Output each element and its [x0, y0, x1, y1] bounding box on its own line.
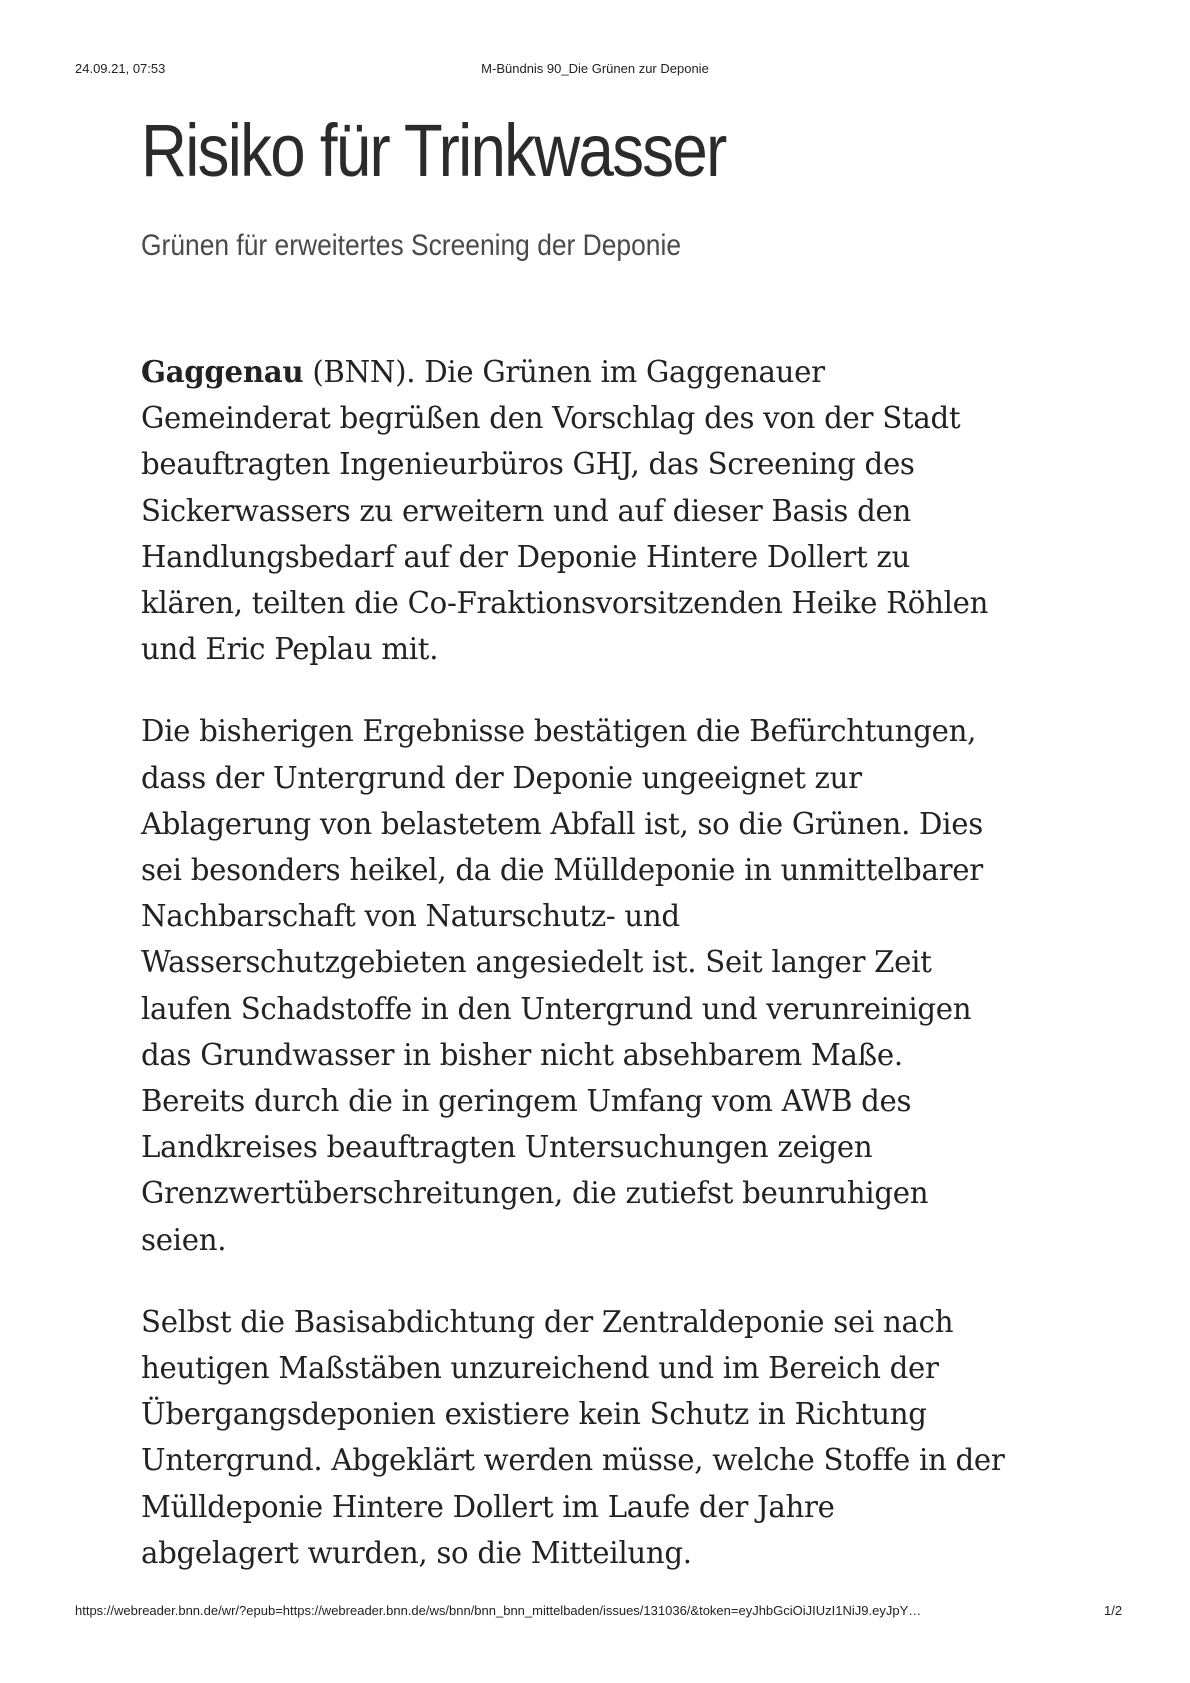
print-header: [0, 61, 1190, 79]
print-date: 24.09.21, 07:53: [75, 61, 166, 76]
article: [141, 96, 1081, 1613]
article-subheadline: Grünen für erweitertes Screening der Deponie: [141, 229, 682, 262]
paragraph-line: Untergrund. Abgeklärt werden müsse, welche Stoffe in der: [141, 1443, 1005, 1479]
article-paragraph-2: [141, 709, 1081, 1263]
paragraph-line: Grenzwertüberschreitungen, die zutiefst beunruhigen: [141, 1176, 929, 1212]
paragraph-line: Handlungsbedarf auf der Deponie Hintere Dollert zu: [141, 539, 911, 575]
paragraph-line: Bereits durch die in geringem Umfang vom AWB des: [141, 1084, 912, 1120]
paragraph-line: Nachbarschaft von Naturschutz- und: [141, 899, 680, 935]
paragraph-line: Mülldeponie Hintere Dollert im Laufe der Jahre: [141, 1489, 835, 1525]
paragraph-line: und Eric Peplau mit.: [141, 632, 439, 668]
paragraph-line: heutigen Maßstäben unzureichend und im Bereich der: [141, 1351, 939, 1387]
paragraph-line: Sickerwassers zu erweitern und auf dieser Basis den: [141, 493, 912, 529]
article-paragraph-3: [141, 1300, 1081, 1577]
article-paragraph-1: [141, 350, 1081, 673]
paragraph-line: Gemeinderat begrüßen den Vorschlag des von der Stadt: [141, 401, 961, 437]
paragraph-line: abgelagert wurden, so die Mitteilung.: [141, 1535, 692, 1571]
paragraph-line: das Grundwasser in bisher nicht absehbarem Maße.: [141, 1037, 903, 1073]
print-footer: [0, 1603, 1190, 1621]
paragraph-line: dass der Untergrund der Deponie ungeeignet zur: [141, 760, 862, 796]
paragraph-line: Ablagerung von belastetem Abfall ist, so die Grünen. Dies: [141, 806, 983, 842]
paragraph-line: beauftragten Ingenieurbüros GHJ, das Screening des: [141, 447, 915, 483]
source-url: https://webreader.bnn.de/wr/?epub=https://webreader.bnn.de/ws/bnn/bnn_bnn_mittelbaden/issues/131036/&token=eyJhbGciOiJIUzI1NiJ9.eyJpY…: [75, 1603, 922, 1618]
paragraph-line: Selbst die Basisabdichtung der Zentraldeponie sei nach: [141, 1304, 954, 1340]
paragraph-line: klären, teilten die Co-Fraktionsvorsitzenden Heike Röhlen: [141, 586, 989, 622]
article-headline: Risiko für Trinkwasser: [141, 109, 726, 192]
paragraph-line: Wasserschutzgebieten angesiedelt ist. Seit langer Zeit: [141, 945, 932, 981]
paragraph-line: laufen Schadstoffe in den Untergrund und verunreinigen: [141, 991, 972, 1027]
paragraph-line: Übergangsdeponien existiere kein Schutz in Richtung: [141, 1397, 927, 1433]
paragraph-line: sei besonders heikel, da die Mülldeponie in unmittelbarer: [141, 853, 983, 889]
print-document-title: M-Bündnis 90_Die Grünen zur Deponie: [481, 61, 709, 76]
paragraph-line: Landkreises beauftragten Untersuchungen zeigen: [141, 1130, 873, 1166]
paragraph-line: Die bisherigen Ergebnisse bestätigen die Befürchtungen,: [141, 714, 977, 750]
article-body: [141, 350, 1081, 1577]
page-number: 1/2: [1104, 1603, 1123, 1618]
paragraph-line: [141, 350, 1056, 396]
paragraph-line-text: (BNN). Die Grünen im Gaggenauer: [303, 355, 825, 390]
dateline: Gaggenau: [141, 355, 304, 390]
paragraph-line: seien.: [141, 1222, 227, 1258]
